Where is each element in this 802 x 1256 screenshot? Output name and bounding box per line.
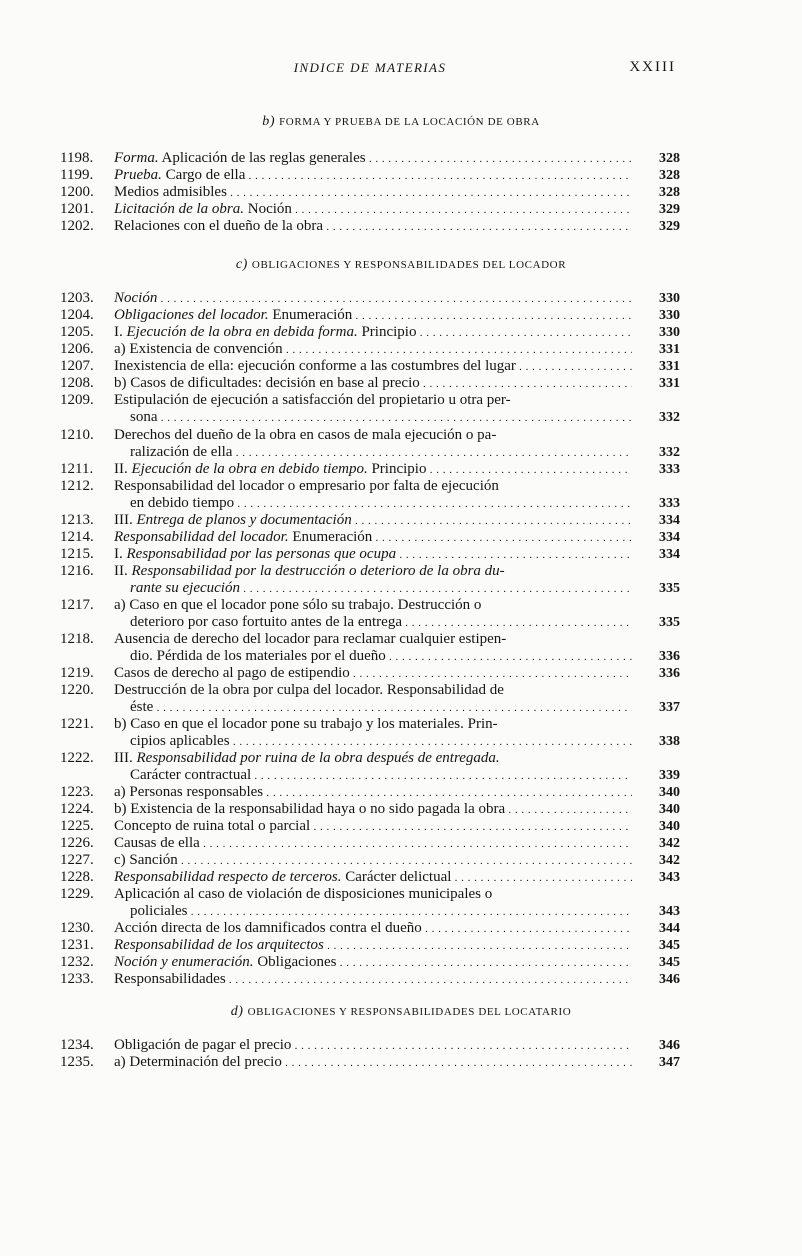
entry-text: Prueba. Cargo de ella . . . bbox=[114, 167, 632, 185]
index-entry bbox=[60, 801, 680, 818]
entry-text: Responsabilidades . . . bbox=[114, 971, 632, 989]
entry-number: 1217. bbox=[60, 597, 94, 613]
index-entry bbox=[60, 937, 680, 954]
entry-page: 330 bbox=[659, 291, 680, 306]
entry-number: 1224. bbox=[60, 801, 94, 817]
section-heading bbox=[0, 114, 802, 130]
entry-number: 1208. bbox=[60, 375, 94, 391]
entry-text: Obligación de pagar el precio . . . bbox=[114, 1037, 632, 1055]
entry-italic-text: Forma. bbox=[114, 150, 159, 166]
entry-text bbox=[130, 580, 632, 598]
entry-text: II. Ejecución de la obra en debido tiempo. Principio . . . bbox=[114, 461, 632, 479]
section-heading bbox=[0, 1004, 802, 1020]
entry-page: 342 bbox=[659, 853, 680, 868]
entry-number: 1229. bbox=[60, 886, 94, 902]
entry-page: 334 bbox=[659, 513, 680, 528]
entry-text: Responsabilidad respecto de terceros. Carácter delictual . . . bbox=[114, 869, 632, 887]
index-entry bbox=[60, 971, 680, 988]
entry-italic-text: Licitación de la obra. bbox=[114, 201, 244, 217]
entry-italic-text: Ejecución de la obra en debido tiempo. bbox=[131, 461, 368, 477]
entry-number: 1202. bbox=[60, 218, 94, 234]
entry-number: 1204. bbox=[60, 307, 94, 323]
index-entry bbox=[60, 614, 680, 631]
entry-number: 1233. bbox=[60, 971, 94, 987]
index-entry bbox=[60, 954, 680, 971]
index-entry bbox=[60, 920, 680, 937]
index-entry bbox=[60, 699, 680, 716]
index-entry bbox=[60, 597, 680, 614]
entry-page: 343 bbox=[659, 904, 680, 919]
entry-page: 329 bbox=[659, 219, 680, 234]
index-entry bbox=[60, 1054, 680, 1071]
entry-italic-text: Ejecución de la obra en debida forma. bbox=[126, 324, 358, 340]
entry-text: Casos de derecho al pago de estipendio . . . bbox=[114, 665, 632, 683]
index-entry bbox=[60, 512, 680, 529]
entry-page: 334 bbox=[659, 547, 680, 562]
entry-italic-text: Prueba. bbox=[114, 167, 162, 183]
running-header-title: INDICE DE MATERIAS bbox=[293, 60, 447, 75]
entry-page: 331 bbox=[659, 342, 680, 357]
entry-number: 1214. bbox=[60, 529, 94, 545]
entry-number: 1201. bbox=[60, 201, 94, 217]
entry-number: 1223. bbox=[60, 784, 94, 800]
entry-number: 1228. bbox=[60, 869, 94, 885]
entry-text: sona . . . bbox=[130, 409, 632, 427]
entry-number: 1225. bbox=[60, 818, 94, 834]
entry-text: a) Existencia de convención . . . bbox=[114, 341, 632, 359]
entry-text: b) Caso en que el locador pone su trabajo y los materiales. Prin- bbox=[114, 716, 498, 732]
entry-page: 346 bbox=[659, 1038, 680, 1053]
index-entry bbox=[60, 546, 680, 563]
entry-text: Acción directa de los damnificados contra el dueño . . . bbox=[114, 920, 632, 938]
entry-italic-text: Noción bbox=[114, 290, 158, 306]
entry-number: 1222. bbox=[60, 750, 94, 766]
entry-number: 1216. bbox=[60, 563, 94, 579]
entry-text: dio. Pérdida de los materiales por el dueño . . . bbox=[130, 648, 632, 666]
index-entry bbox=[60, 529, 680, 546]
index-entry bbox=[60, 324, 680, 341]
entry-italic-text: Obligaciones del locador. bbox=[114, 307, 269, 323]
entry-page: 335 bbox=[659, 615, 680, 630]
entry-number: 1198. bbox=[60, 150, 94, 166]
entry-number: 1215. bbox=[60, 546, 94, 562]
index-entry bbox=[60, 682, 680, 699]
entry-text: cipios aplicables . . . bbox=[130, 733, 632, 751]
entry-number: 1235. bbox=[60, 1054, 94, 1070]
entry-text: Licitación de la obra. Noción . . . bbox=[114, 201, 632, 219]
index-entry bbox=[60, 835, 680, 852]
entry-text: policiales . . . bbox=[130, 903, 632, 921]
entry-number: 1205. bbox=[60, 324, 94, 340]
index-entry bbox=[60, 290, 680, 307]
entry-text: en debido tiempo . . . bbox=[130, 495, 632, 513]
entry-number: 1210. bbox=[60, 427, 94, 443]
index-entry bbox=[60, 184, 680, 201]
entry-italic-text: Responsabilidad por las personas que ocupa bbox=[126, 546, 397, 562]
entry-text: a) Determinación del precio . . . bbox=[114, 1054, 632, 1072]
entry-text: Medios admisibles . . . bbox=[114, 184, 632, 202]
entry-text: c) Sanción . . . bbox=[114, 852, 632, 870]
section-letter: c) bbox=[235, 257, 248, 272]
entry-text: Responsabilidad del locador o empresario por falta de ejecución bbox=[114, 478, 499, 494]
entry-page: 345 bbox=[659, 938, 680, 953]
entry-text: Responsabilidad del locador. Enumeración . . . bbox=[114, 529, 632, 547]
entry-text: Inexistencia de ella: ejecución conforme a las costumbres del lugar . . . bbox=[114, 358, 632, 376]
entry-text: Derechos del dueño de la obra en casos de mala ejecución o pa- bbox=[114, 427, 497, 443]
entry-text: III. Entrega de planos y documentación . . . bbox=[114, 512, 632, 530]
entry-page: 328 bbox=[659, 168, 680, 183]
entry-number: 1226. bbox=[60, 835, 94, 851]
section-title: FORMA Y PRUEBA DE LA LOCACIÓN DE OBRA bbox=[279, 116, 540, 128]
entry-number: 1218. bbox=[60, 631, 94, 647]
entry-text: b) Existencia de la responsabilidad haya o no sido pagada la obra . . . bbox=[114, 801, 632, 819]
index-entry bbox=[60, 478, 680, 495]
index-entry bbox=[60, 358, 680, 375]
entry-page: 340 bbox=[659, 819, 680, 834]
page-number: XXIII bbox=[629, 59, 676, 75]
entry-number: 1206. bbox=[60, 341, 94, 357]
entry-number: 1211. bbox=[60, 461, 94, 477]
entry-number: 1220. bbox=[60, 682, 94, 698]
entry-number: 1212. bbox=[60, 478, 94, 494]
entry-text: deterioro por caso fortuito antes de la entrega . . . bbox=[130, 614, 632, 632]
entry-number: 1213. bbox=[60, 512, 94, 528]
entry-italic-text: Noción y enumeración. bbox=[114, 954, 254, 970]
entry-number: 1227. bbox=[60, 852, 94, 868]
entry-italic-text: Entrega de planos y documentación bbox=[136, 512, 352, 528]
entry-page: 332 bbox=[659, 410, 680, 425]
entry-italic-text: Responsabilidad por la destrucción o deterioro de la obra du- bbox=[131, 563, 505, 579]
entry-page: 344 bbox=[659, 921, 680, 936]
index-entry bbox=[60, 665, 680, 682]
index-entry bbox=[60, 150, 680, 167]
entry-number: 1203. bbox=[60, 290, 94, 306]
entry-italic-text: Responsabilidad del locador. bbox=[114, 529, 289, 545]
section-letter: b) bbox=[262, 114, 276, 129]
entry-text bbox=[114, 290, 632, 308]
entry-text: II. Responsabilidad por la destrucción o deterioro de la obra du- bbox=[114, 563, 505, 579]
entry-page: 331 bbox=[659, 376, 680, 391]
entry-text: Forma. Aplicación de las reglas generales . . . bbox=[114, 150, 632, 168]
entry-text: Noción y enumeración. Obligaciones . . . bbox=[114, 954, 632, 972]
index-entry bbox=[60, 341, 680, 358]
index-entry bbox=[60, 427, 680, 444]
index-entry bbox=[60, 852, 680, 869]
entry-page: 337 bbox=[659, 700, 680, 715]
entry-page: 339 bbox=[659, 768, 680, 783]
entry-page: 330 bbox=[659, 325, 680, 340]
entry-italic-text: rante su ejecución bbox=[130, 580, 240, 596]
index-entry bbox=[60, 886, 680, 903]
index-entry bbox=[60, 733, 680, 750]
entry-page: 336 bbox=[659, 649, 680, 664]
entry-number: 1200. bbox=[60, 184, 94, 200]
index-entry bbox=[60, 716, 680, 733]
entry-page: 330 bbox=[659, 308, 680, 323]
entry-italic-text: Responsabilidad respecto de terceros. bbox=[114, 869, 342, 885]
index-entry bbox=[60, 444, 680, 461]
entry-text: Estipulación de ejecución a satisfacción del propietario u otra per- bbox=[114, 392, 511, 408]
index-entry bbox=[60, 903, 680, 920]
section-heading bbox=[0, 257, 802, 273]
entry-number: 1219. bbox=[60, 665, 94, 681]
index-entry bbox=[60, 201, 680, 218]
entry-text: I. Responsabilidad por las personas que ocupa . . . bbox=[114, 546, 632, 564]
entry-page: 346 bbox=[659, 972, 680, 987]
index-entry bbox=[60, 869, 680, 886]
index-entry bbox=[60, 375, 680, 392]
entry-page: 333 bbox=[659, 496, 680, 511]
index-entry bbox=[60, 563, 680, 580]
index-entry bbox=[60, 461, 680, 478]
entry-text: b) Casos de dificultades: decisión en base al precio . . . bbox=[114, 375, 632, 393]
index-entry bbox=[60, 631, 680, 648]
index-entry bbox=[60, 648, 680, 665]
index-entry bbox=[60, 307, 680, 324]
entry-page: 343 bbox=[659, 870, 680, 885]
entry-text: Causas de ella . . . bbox=[114, 835, 632, 853]
entry-page: 335 bbox=[659, 581, 680, 596]
entry-text: ralización de ella . . . bbox=[130, 444, 632, 462]
entry-text: a) Caso en que el locador pone sólo su trabajo. Destrucción o bbox=[114, 597, 482, 613]
entry-text: Carácter contractual . . . bbox=[130, 767, 632, 785]
entry-italic-text: Responsabilidad por ruina de la obra después de entregada. bbox=[136, 750, 500, 766]
entry-text: Aplicación al caso de violación de disposiciones municipales o bbox=[114, 886, 493, 902]
index-entry bbox=[60, 580, 680, 597]
entry-page: 328 bbox=[659, 185, 680, 200]
entry-page: 342 bbox=[659, 836, 680, 851]
index-entry bbox=[60, 495, 680, 512]
entry-page: 333 bbox=[659, 462, 680, 477]
entry-page: 340 bbox=[659, 785, 680, 800]
entry-text: éste . . . bbox=[130, 699, 632, 717]
entry-page: 328 bbox=[659, 151, 680, 166]
entry-number: 1231. bbox=[60, 937, 94, 953]
entry-italic-text: Responsabilidad de los arquitectos bbox=[114, 937, 324, 953]
entry-text: Obligaciones del locador. Enumeración . . . bbox=[114, 307, 632, 325]
entry-number: 1230. bbox=[60, 920, 94, 936]
section-letter: d) bbox=[230, 1004, 244, 1019]
index-entry bbox=[60, 784, 680, 801]
index-entry bbox=[60, 409, 680, 426]
entry-page: 334 bbox=[659, 530, 680, 545]
entry-page: 340 bbox=[659, 802, 680, 817]
entry-number: 1234. bbox=[60, 1037, 94, 1053]
entry-text: Concepto de ruina total o parcial . . . bbox=[114, 818, 632, 836]
entry-text: a) Personas responsables . . . bbox=[114, 784, 632, 802]
index-entry bbox=[60, 750, 680, 767]
section-title: OBLIGACIONES Y RESPONSABILIDADES DEL LOCADOR bbox=[251, 259, 567, 271]
index-entry bbox=[60, 167, 680, 184]
entry-text: Destrucción de la obra por culpa del locador. Responsabilidad de bbox=[114, 682, 504, 698]
index-entry bbox=[60, 218, 680, 235]
entry-page: 331 bbox=[659, 359, 680, 374]
entry-text: Ausencia de derecho del locador para reclamar cualquier estipen- bbox=[114, 631, 507, 647]
entry-number: 1199. bbox=[60, 167, 94, 183]
entry-page: 329 bbox=[659, 202, 680, 217]
index-entry bbox=[60, 1037, 680, 1054]
index-entry bbox=[60, 818, 680, 835]
section-title: OBLIGACIONES Y RESPONSABILIDADES DEL LOCATARIO bbox=[247, 1006, 572, 1018]
entry-number: 1221. bbox=[60, 716, 94, 732]
entry-page: 338 bbox=[659, 734, 680, 749]
entry-text bbox=[114, 937, 632, 955]
index-entry bbox=[60, 392, 680, 409]
entry-page: 347 bbox=[659, 1055, 680, 1070]
entry-text: I. Ejecución de la obra en debida forma. Principio . . . bbox=[114, 324, 632, 342]
entry-page: 336 bbox=[659, 666, 680, 681]
entry-number: 1232. bbox=[60, 954, 94, 970]
entry-number: 1209. bbox=[60, 392, 94, 408]
entry-number: 1207. bbox=[60, 358, 94, 374]
entry-text: III. Responsabilidad por ruina de la obra después de entregada. bbox=[114, 750, 500, 766]
entry-page: 332 bbox=[659, 445, 680, 460]
entry-page: 345 bbox=[659, 955, 680, 970]
entry-text: Relaciones con el dueño de la obra . . . bbox=[114, 218, 632, 236]
index-entry bbox=[60, 767, 680, 784]
